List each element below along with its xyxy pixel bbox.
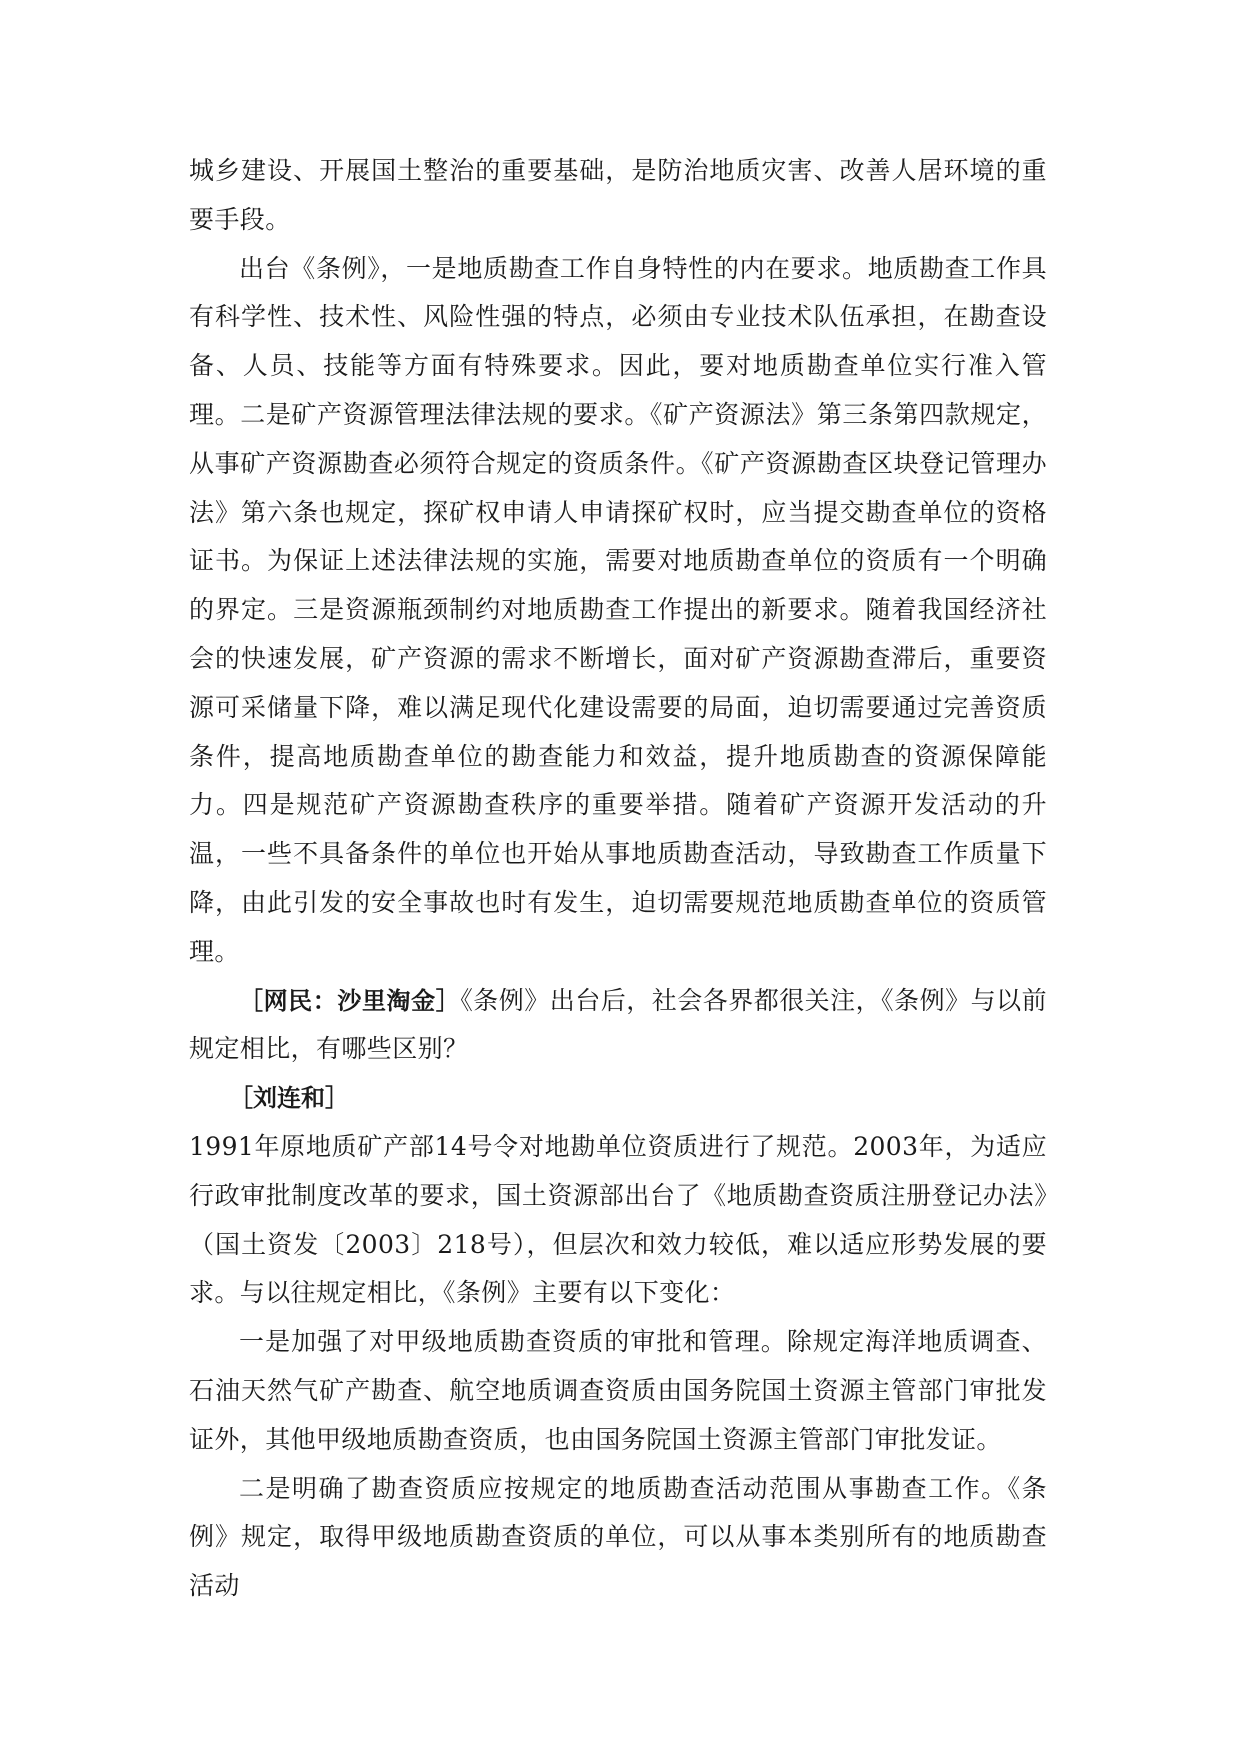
- paragraph-continuation: 城乡建设、开展国土整治的重要基础，是防治地质灾害、改善人居环境的重要手段。: [189, 156, 1047, 234]
- answer-intro: 1991年原地质矿产部14号令对地勘单位资质进行了规范。2003年，为适应行政审批制度改革的要求，国土资源部出台了《地质勘查资质注册登记办法》（国土资发〔2003〕218号），但层次和效力较低，难以适应形势发展的要求。与以往规定相比，《条例》主要有以下变化：: [189, 1131, 1047, 1308]
- question-paragraph: [189, 977, 1047, 1075]
- question-speaker: ［网民：沙里淘金］: [239, 986, 461, 1015]
- paragraph-background: 出台《条例》，一是地质勘查工作自身特性的内在要求。地质勘查工作具有科学性、技术性、风险性强的特点，必须由专业技术队伍承担，在勘查设备、人员、技能等方面有特殊要求。因此，要对地质勘查单位实行准入管理。二是矿产资源管理法律法规的要求。《矿产资源法》第三条第四款规定，从事矿产资源勘查必须符合规定的资质条件。《矿产资源勘查区块登记管理办法》第六条也规定，探矿权申请人申请探矿权时，应当提交勘查单位的资格证书。为保证上述法律法规的实施，需要对地质勘查单位的资质有一个明确的界定。三是资源瓶颈制约对地质勘查工作提出的新要求。随着我国经济社会的快速发展，矿产资源的需求不断增长，面对矿产资源勘查滞后，重要资源可采储量下降，难以满足现代化建设需要的局面，迫切需要通过完善资质条件，提高地质勘查单位的勘查能力和效益，提升地质勘查的资源保障能力。四是规范矿产资源勘查秩序的重要举措。随着矿产资源开发活动的升温，一些不具备条件的单位也开始从事地质勘查活动，导致勘查工作质量下降，由此引发的安全事故也时有发生，迫切需要规范地质勘查单位的资质管理。: [189, 253, 1047, 966]
- document-body: [189, 147, 1047, 1611]
- question-text: 《条例》出台后，社会各界都很关注，《条例》与以前规定相比，有哪些区别？: [189, 985, 1047, 1064]
- answer-speaker: ［刘连和］: [229, 1084, 349, 1113]
- answer-point-1: 一是加强了对甲级地质勘查资质的审批和管理。除规定海洋地质调查、石油天然气矿产勘查、航空地质调查资质由国务院国土资源主管部门审批发证外，其他甲级地质勘查资质，也由国务院国土资源主管部门审批发证。: [189, 1327, 1047, 1454]
- answer-point-2: 二是明确了勘查资质应按规定的地质勘查活动范围从事勘查工作。《条例》规定，取得甲级地质勘查资质的单位，可以从事本类别所有的地质勘查活动: [189, 1473, 1047, 1601]
